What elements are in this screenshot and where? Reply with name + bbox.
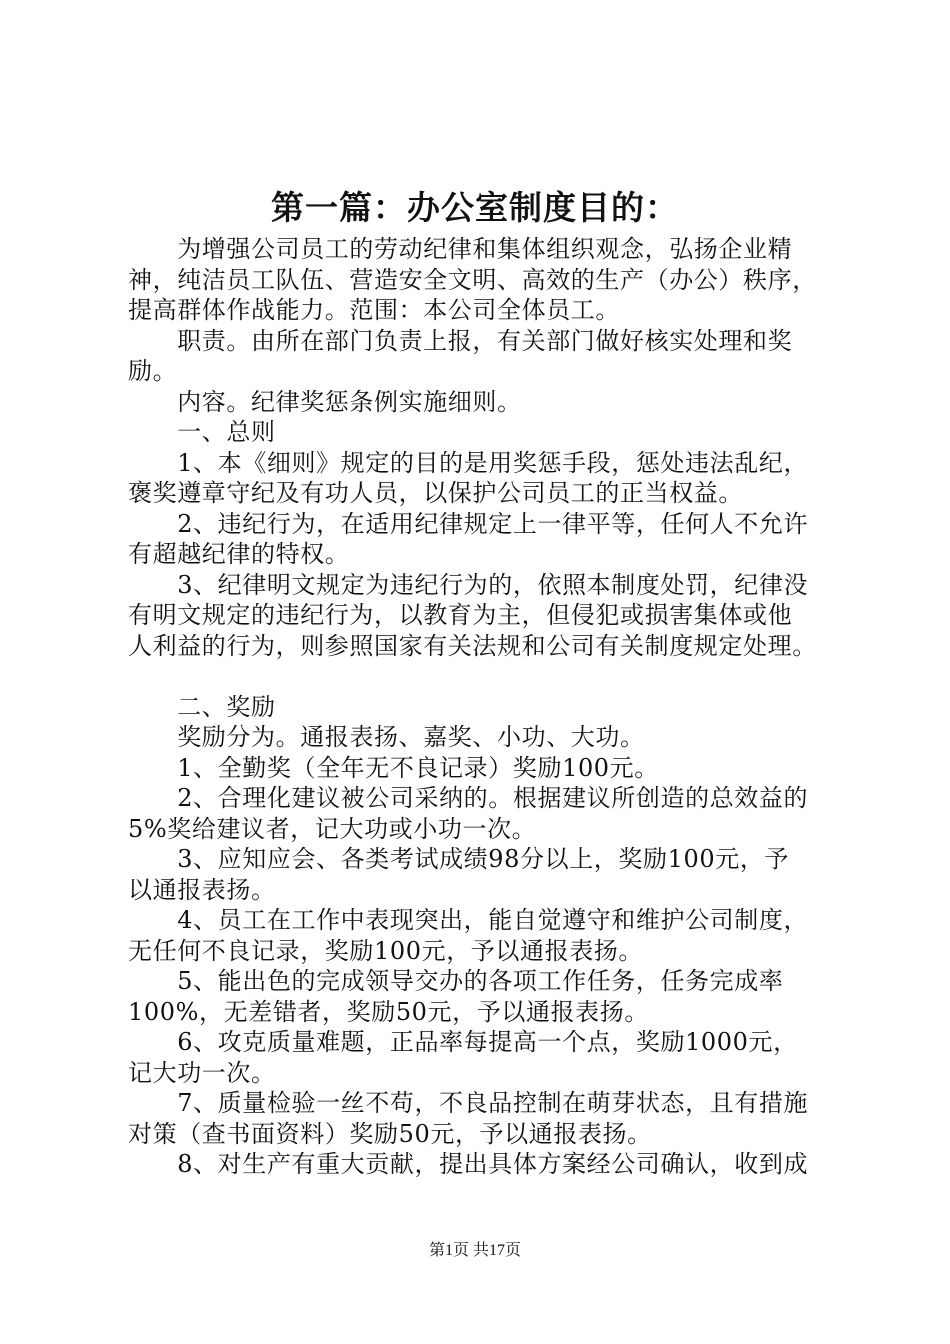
text-line: 人利益的行为，则参照国家有关法规和公司有关制度规定处理。 [128, 631, 817, 660]
text-line: 记大功一次。 [128, 1058, 276, 1087]
text-line: 励。 [128, 357, 178, 385]
section-heading: 一、总则 [128, 418, 276, 446]
text-line: 为增强公司员工的劳动纪律和集体组织观念，弘扬企业精 [128, 235, 793, 263]
section-heading: 二、奖励 [128, 692, 276, 721]
text-line: 神，纯洁员工队伍、营造安全文明、高效的生产（办公）秩序， [128, 265, 817, 294]
text-line: 有超越纪律的特权。 [128, 540, 350, 568]
text-line: 8、对生产有重大贡献，提出具体方案经公司确认，收到成 [128, 1150, 809, 1178]
text-line: 2、合理化建议被公司采纳的。根据建议所创造的总效益的 [128, 784, 809, 812]
document-body [128, 234, 848, 1180]
text-line: 提高群体作战能力。范围：本公司全体员工。 [128, 296, 620, 324]
text-line: 5%奖给建议者，记大功或小功一次。 [128, 814, 537, 843]
text-line: 褒奖遵章守纪及有功人员，以保护公司员工的正当权益。 [128, 479, 743, 507]
text-line: 奖励分为。通报表扬、嘉奖、小功、大功。 [128, 723, 645, 751]
text-line: 2、违纪行为，在适用纪律规定上一律平等，任何人不允许 [128, 509, 809, 538]
text-line: 6、攻克质量难题，正品率每提高一个点，奖励1000元， [128, 1028, 798, 1056]
text-line: 1、本《细则》规定的目的是用奖惩手段，惩处违法乱纪， [128, 448, 809, 477]
document-title: 第一篇：办公室制度目的： [271, 188, 679, 227]
text-line: 3、应知应会、各类考试成绩98分以上，奖励100元，予 [128, 845, 790, 873]
text-line: 职责。由所在部门负责上报，有关部门做好核实处理和奖 [128, 326, 793, 355]
text-line: 无任何不良记录，奖励100元，予以通报表扬。 [128, 936, 644, 965]
text-line: 5、能出色的完成领导交办的各项工作任务，任务完成率 [128, 967, 784, 995]
text-line: 4、员工在工作中表现突出，能自觉遵守和维护公司制度， [128, 906, 809, 934]
text-line: 对策（查书面资料）奖励50元，予以通报表扬。 [128, 1119, 652, 1148]
text-line: 有明文规定的违纪行为，以教育为主，但侵犯或损害集体或他 [128, 601, 793, 629]
text-line: 7、质量检验一丝不苟，不良品控制在萌芽状态，且有措施 [128, 1089, 809, 1117]
text-line: 100%，无差错者，奖励50元，予以通报表扬。 [128, 997, 649, 1026]
page-footer: 第1页 共17页 [428, 1242, 521, 1259]
text-line: 内容。纪律奖惩条例实施细则。 [128, 387, 522, 416]
text-line: 3、纪律明文规定为违纪行为的，依照本制度处罚，纪律没 [128, 570, 809, 599]
text-line: 1、全勤奖（全年无不良记录）奖励100元。 [128, 753, 659, 782]
blank-line [128, 661, 848, 692]
text-line: 以通报表扬。 [128, 875, 276, 904]
